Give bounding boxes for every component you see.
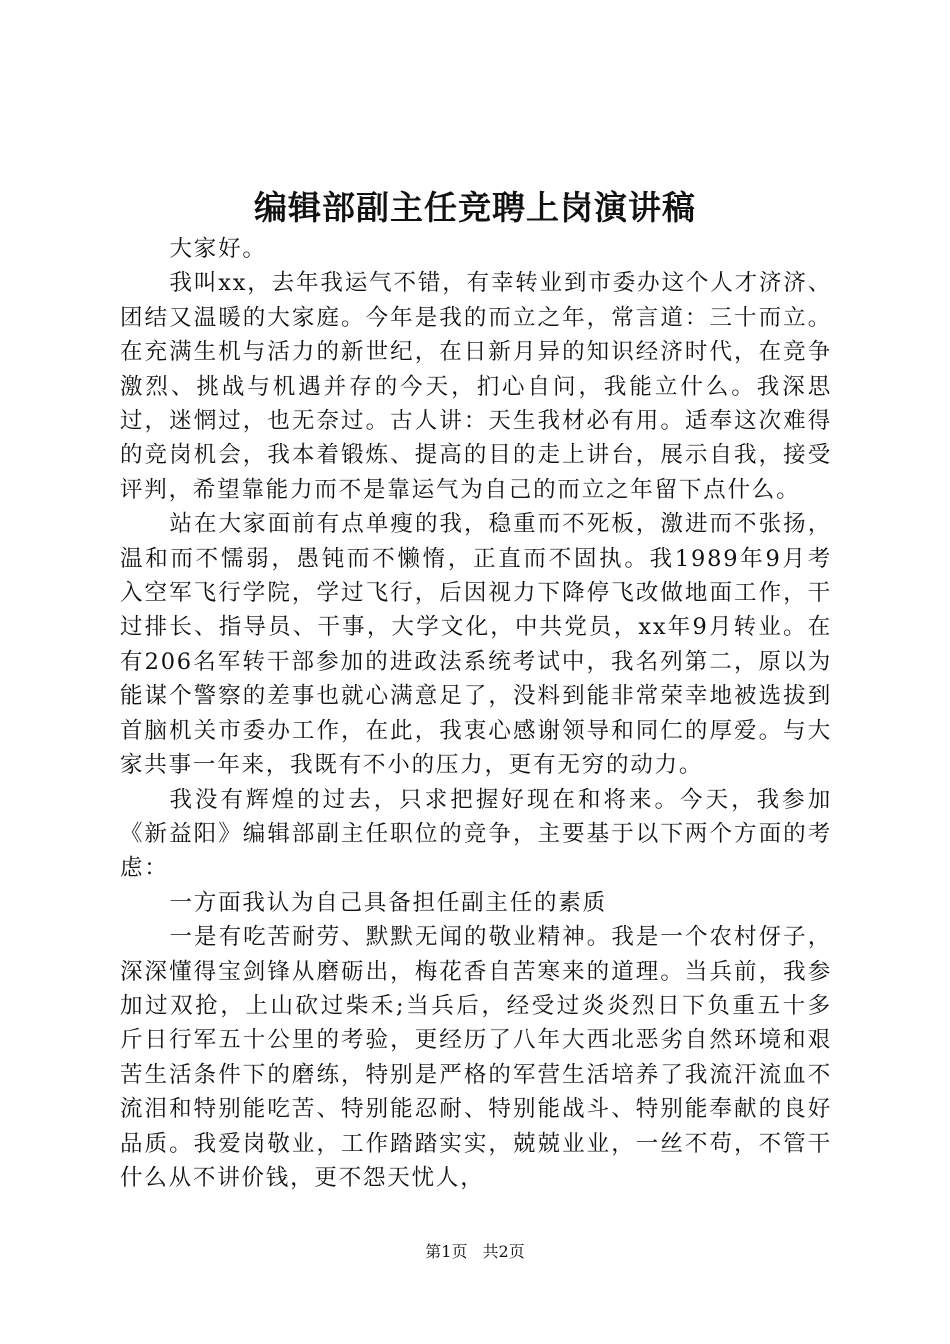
page-number: 第1页 bbox=[425, 1242, 468, 1261]
paragraph-greeting: 大家好。 bbox=[169, 236, 267, 262]
paragraph-motivation: 我没有辉煌的过去，只求把握好现在和将来。今天，我参加《新益阳》编辑部副主任职位的竞争，主要基于以下两个方面的考虑： bbox=[120, 786, 832, 882]
page-footer bbox=[0, 1241, 950, 1263]
paragraph-background: 站在大家面前有点单瘦的我，稳重而不死板，激进而不张扬，温和而不懦弱，愚钝而不懒惰，正直而不固执。我1989年9月考入空军飞行学院，学过飞行，后因视力下降停飞改做地面工作，干过排长、指导员、干事，大学文化，中共党员，xx年9月转业。在有206名军转干部参加的进政法系统考试中，我名列第二，原以为能谋个警察的差事也就心满意足了，没料到能非常荣幸地被选拔到首脑机关市委办工作，在此，我衷心感谢领导和同仁的厚爱。与大家共事一年来，我既有不小的压力，更有无穷的动力。 bbox=[120, 511, 832, 779]
paragraph-dedication: 一是有吃苦耐劳、默默无闻的敬业精神。我是一个农村伢子，深深懂得宝剑锋从磨砺出，梅花香自苦寒来的道理。当兵前，我参加过双抢，上山砍过柴禾;当兵后，经受过炎炎烈日下负重五十多斤日行军五十公里的考验，更经历了八年大西北恶劣自然环境和艰苦生活条件下的磨练，特别是严格的军营生活培养了我流汗流血不流泪和特别能吃苦、特别能忍耐、特别能战斗、特别能奉献的良好品质。我爱岗敬业，工作踏踏实实，兢兢业业，一丝不苟，不管干什么从不讲价钱，更不怨天忧人， bbox=[120, 924, 832, 1191]
document-body bbox=[120, 232, 832, 1195]
paragraph-introduction: 我叫xx，去年我运气不错，有幸转业到市委办这个人才济济、团结又温暖的大家庭。今年是我的而立之年，常言道：三十而立。在充满生机与活力的新世纪，在日新月异的知识经济时代，在竞争激烈、挑战与机遇并存的今天，扪心自问，我能立什么。我深思过，迷惘过，也无奈过。古人讲：天生我材必有用。适奉这次难得的竞岗机会，我本着锻炼、提高的目的走上讲台，展示自我，接受评判，希望靠能力而不是靠运气为自己的而立之年留下点什么。 bbox=[120, 270, 832, 503]
section-heading: 一方面我认为自己具备担任副主任的素质 bbox=[169, 889, 607, 916]
document-title: 编辑部副主任竞聘上岗演讲稿 bbox=[254, 188, 696, 227]
page-total: 共2页 bbox=[482, 1242, 525, 1261]
